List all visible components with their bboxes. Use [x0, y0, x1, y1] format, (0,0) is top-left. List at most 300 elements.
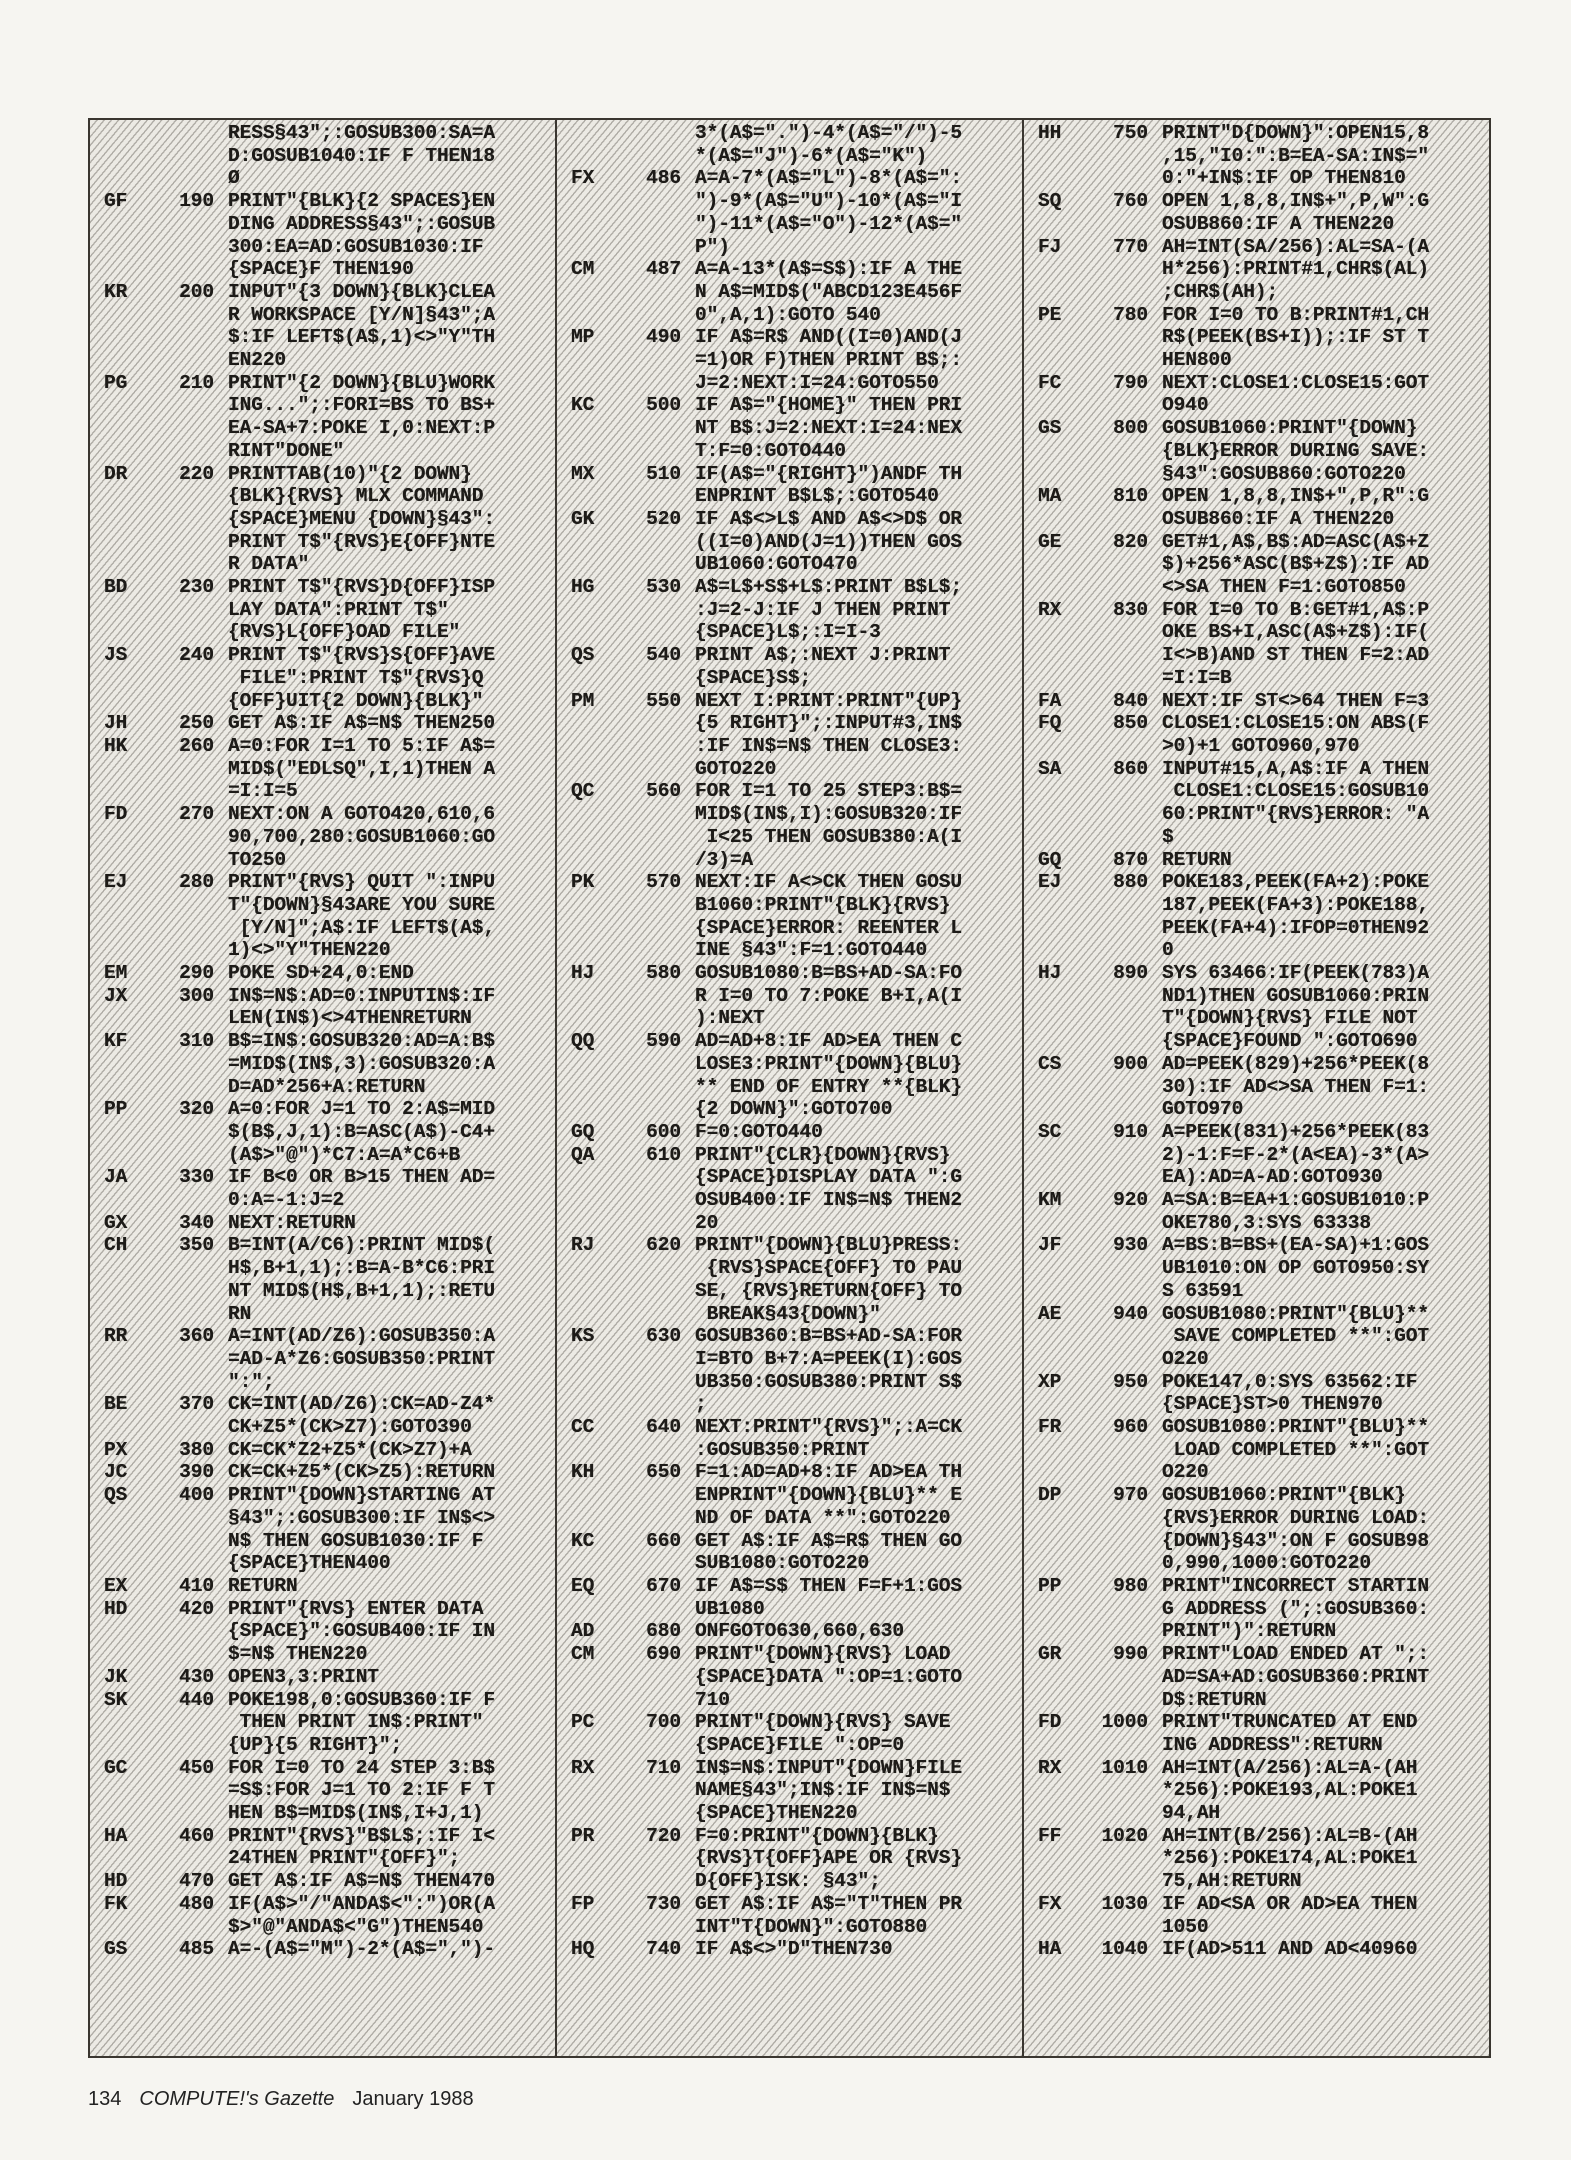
checksum: HQ: [571, 1938, 595, 1961]
line-number: [617, 1393, 695, 1416]
line-number: [617, 667, 695, 690]
code-line: [90, 508, 555, 531]
checksum: [1024, 213, 1084, 236]
line-number: 280: [179, 871, 214, 894]
code-text: AD=PEEK(829)+256*PEEK(8: [1162, 1052, 1429, 1075]
line-number: [150, 213, 228, 236]
code-text: PRINT"{DOWN}{RVS} SAVE: [695, 1711, 951, 1734]
line-number: [617, 1257, 695, 1280]
checksum: [557, 1098, 617, 1121]
code-line: [557, 1916, 1022, 1939]
code-text: 20: [695, 1211, 719, 1234]
code-line: [1024, 281, 1489, 304]
checksum: [90, 1348, 150, 1371]
code-line: [557, 1348, 1022, 1371]
code-text: GET#1,A$,B$:AD=ASC(A$+Z: [1162, 530, 1429, 553]
checksum: FD: [1038, 1711, 1062, 1734]
checksum: [557, 213, 617, 236]
checksum: [557, 145, 617, 168]
line-number: [617, 1098, 695, 1121]
code-text: PRINT"{RVS} ENTER DATA: [228, 1597, 484, 1620]
checksum: [557, 372, 617, 395]
checksum: DP: [1038, 1484, 1062, 1507]
line-number: [1084, 258, 1162, 281]
code-line: [1024, 1484, 1489, 1507]
line-number: [1084, 1530, 1162, 1553]
code-text: NEXT I:PRINT:PRINT"{UP}: [695, 689, 962, 712]
code-text: PRINT"{RVS}"B$L$;:IF I<: [228, 1824, 495, 1847]
code-line: [1024, 1893, 1489, 1916]
checksum: [557, 190, 617, 213]
code-line: [557, 417, 1022, 440]
checksum: [557, 849, 617, 872]
code-line: [557, 1393, 1022, 1416]
code-line: [557, 1280, 1022, 1303]
code-text: RESS§43";:GOSUB300:SA=A: [228, 122, 495, 144]
checksum: [90, 1053, 150, 1076]
code-line: [557, 1439, 1022, 1462]
code-line: [1024, 803, 1489, 826]
checksum: RJ: [571, 1234, 595, 1257]
code-text: POKE SD+24,0:END: [228, 962, 414, 985]
line-number: 270: [179, 803, 214, 826]
code-text: {SPACE}MENU {DOWN}§43":: [228, 507, 495, 530]
code-line: [90, 258, 555, 281]
code-text: A=0:FOR I=1 TO 5:IF A$=: [228, 734, 495, 757]
line-number: 920: [1113, 1189, 1148, 1212]
code-line: [557, 1779, 1022, 1802]
code-line: [90, 1620, 555, 1643]
checksum: KH: [571, 1461, 595, 1484]
line-number: [1084, 917, 1162, 940]
code-line: [557, 1098, 1022, 1121]
code-text: 0:A=-1:J=2: [228, 1189, 345, 1212]
code-line: [557, 1484, 1022, 1507]
line-number: [617, 1666, 695, 1689]
code-line: [90, 553, 555, 576]
line-number: [617, 1734, 695, 1757]
checksum: FR: [1038, 1416, 1062, 1439]
line-number: [1084, 463, 1162, 486]
code-line: [557, 326, 1022, 349]
checksum: FC: [1038, 371, 1062, 394]
line-number: [1084, 1257, 1162, 1280]
code-text: INPUT"{3 DOWN}{BLK}CLEA: [228, 280, 495, 303]
code-text: RETURN: [1162, 848, 1232, 871]
code-line: [1024, 1030, 1489, 1053]
line-number: [617, 939, 695, 962]
checksum: [557, 1847, 617, 1870]
line-number: [150, 758, 228, 781]
checksum: JS: [104, 644, 128, 667]
code-text: GOSUB1080:PRINT"{BLU}**: [1162, 1302, 1429, 1325]
code-text: P"): [695, 235, 730, 258]
checksum: QA: [571, 1143, 595, 1166]
checksum: [1024, 735, 1084, 758]
line-number: [617, 1439, 695, 1462]
code-line: [90, 1030, 555, 1053]
line-number: [150, 1847, 228, 1870]
code-text: {SPACE}S$;: [695, 666, 812, 689]
code-line: [1024, 1166, 1489, 1189]
code-line: [90, 1053, 555, 1076]
code-text: SAVE COMPLETED **":GOT: [1162, 1325, 1429, 1348]
line-number: [150, 1144, 228, 1167]
code-line: [1024, 735, 1489, 758]
code-text: /3)=A: [695, 848, 754, 871]
line-number: 240: [179, 644, 214, 667]
line-number: [150, 1280, 228, 1303]
checksum: [557, 712, 617, 735]
code-text: MID$(IN$,I):GOSUB320:IF: [695, 803, 962, 826]
checksum: [557, 1371, 617, 1394]
code-text: D:GOSUB1040:IF F THEN18: [228, 144, 495, 167]
line-number: 220: [179, 462, 214, 485]
code-text: 0",A,1):GOTO 540: [695, 303, 881, 326]
code-line: [90, 1779, 555, 1802]
code-line: [1024, 1734, 1489, 1757]
code-line: [1024, 1098, 1489, 1121]
code-line: [557, 1552, 1022, 1575]
line-number: [150, 1303, 228, 1326]
checksum: GR: [1038, 1643, 1062, 1666]
checksum: [557, 1484, 617, 1507]
code-text: 710: [695, 1688, 730, 1711]
code-text: ** END OF ENTRY **{BLK}: [695, 1075, 962, 1098]
code-text: POKE183,PEEK(FA+2):POKE: [1162, 871, 1429, 894]
checksum: HA: [1038, 1938, 1062, 1961]
line-number: [150, 826, 228, 849]
checksum: GE: [1038, 530, 1062, 553]
line-number: 230: [179, 576, 214, 599]
code-text: $:IF LEFT$(A$,1)<>"Y"TH: [228, 326, 495, 349]
line-number: [150, 1552, 228, 1575]
checksum: SC: [1038, 1120, 1062, 1143]
code-text: A=INT(AD/Z6):GOSUB350:A: [228, 1325, 495, 1348]
code-text: DING ADDRESS§43";:GOSUB: [228, 212, 495, 235]
checksum: MX: [571, 462, 595, 485]
checksum: [1024, 1098, 1084, 1121]
code-text: {SPACE}THEN220: [695, 1802, 858, 1825]
code-line: [1024, 1303, 1489, 1326]
code-line: [557, 281, 1022, 304]
checksum: [90, 1257, 150, 1280]
code-text: 187,PEEK(FA+3):POKE188,: [1162, 893, 1429, 916]
code-line: [90, 1325, 555, 1348]
code-line: [1024, 849, 1489, 872]
line-number: [1084, 1030, 1162, 1053]
checksum: [557, 236, 617, 259]
line-number: [617, 599, 695, 622]
code-line: [90, 1098, 555, 1121]
checksum: [557, 667, 617, 690]
line-number: 820: [1113, 530, 1148, 553]
code-text: A=-(A$="M")-2*(A$=",")-: [228, 1938, 495, 1961]
checksum: [557, 440, 617, 463]
checksum: [1024, 1689, 1084, 1712]
code-text: CLOSE1:CLOSE15:GOSUB10: [1162, 780, 1429, 803]
code-line: [557, 599, 1022, 622]
checksum: [1024, 1007, 1084, 1030]
code-text: TO250: [228, 848, 287, 871]
code-line: [557, 1166, 1022, 1189]
code-text: ":";: [228, 1370, 275, 1393]
code-line: [1024, 553, 1489, 576]
checksum: SK: [104, 1688, 128, 1711]
line-number: [1084, 1325, 1162, 1348]
code-line: [1024, 1121, 1489, 1144]
code-text: OPEN 1,8,8,IN$+",P,W":G: [1162, 190, 1429, 213]
line-number: [150, 1007, 228, 1030]
checksum: FK: [104, 1892, 128, 1915]
code-text: THEN PRINT IN$:PRINT": [228, 1711, 484, 1734]
checksum: [557, 826, 617, 849]
code-line: [1024, 1847, 1489, 1870]
checksum: [1024, 1916, 1084, 1939]
line-number: [150, 1711, 228, 1734]
line-number: 760: [1113, 190, 1148, 213]
line-number: 980: [1113, 1575, 1148, 1597]
line-number: [617, 1076, 695, 1099]
checksum: JH: [104, 712, 128, 735]
code-line: [1024, 1461, 1489, 1484]
code-text: {SPACE}DATA ":OP=1:GOTO: [695, 1665, 962, 1688]
line-number: [150, 1053, 228, 1076]
code-line: [90, 417, 555, 440]
line-number: [150, 780, 228, 803]
code-text: PRINT")":RETURN: [1162, 1620, 1337, 1643]
code-text: F=0:PRINT"{DOWN}{BLK}: [695, 1824, 939, 1847]
line-number: [617, 1507, 695, 1530]
code-text: FOR I=0 TO 24 STEP 3:B$: [228, 1756, 495, 1779]
checksum: [1024, 1325, 1084, 1348]
checksum: [1024, 1030, 1084, 1053]
code-line: [90, 1643, 555, 1666]
line-number: [617, 349, 695, 372]
code-line: [90, 326, 555, 349]
line-number: 440: [179, 1688, 214, 1711]
code-text: <>SA THEN F=1:GOTO850: [1162, 576, 1406, 599]
line-number: 740: [646, 1938, 681, 1961]
checksum: DR: [104, 462, 128, 485]
code-text: {SPACE}ST>0 THEN970: [1162, 1393, 1383, 1416]
code-text: O940: [1162, 394, 1209, 417]
code-text: {SPACE}FILE ":OP=0: [695, 1733, 904, 1756]
checksum: QQ: [571, 1030, 595, 1053]
code-line: [1024, 485, 1489, 508]
code-text: BREAK§43{DOWN}": [695, 1302, 881, 1325]
checksum: [90, 1007, 150, 1030]
code-text: $=N$ THEN220: [228, 1643, 368, 1666]
checksum: [557, 803, 617, 826]
code-line: [1024, 1825, 1489, 1848]
code-line: [90, 962, 555, 985]
code-line: [557, 780, 1022, 803]
checksum: [1024, 440, 1084, 463]
code-text: I=BTO B+7:A=PEEK(I):GOS: [695, 1347, 962, 1370]
code-line: [1024, 1325, 1489, 1348]
line-number: 880: [1113, 871, 1148, 894]
code-text: UB350:GOSUB380:PRINT S$: [695, 1370, 962, 1393]
code-text: {SPACE}":GOSUB400:IF IN: [228, 1620, 495, 1643]
checksum: [557, 531, 617, 554]
line-number: [150, 1121, 228, 1144]
code-line: [90, 985, 555, 1008]
code-text: GET A$:IF A$=N$ THEN470: [228, 1870, 495, 1893]
code-text: IF(A$>"/"ANDA$<":")OR(A: [228, 1892, 495, 1915]
code-line: [90, 644, 555, 667]
line-number: [150, 939, 228, 962]
checksum: [1024, 667, 1084, 690]
line-number: 630: [646, 1325, 681, 1348]
checksum: [90, 1530, 150, 1553]
code-text: LAY DATA":PRINT T$": [228, 598, 449, 621]
code-text: *256):POKE174,AL:POKE1: [1162, 1847, 1418, 1870]
code-line: [557, 213, 1022, 236]
checksum: CM: [571, 1643, 595, 1666]
code-text: EN220: [228, 349, 287, 372]
code-line: [90, 1144, 555, 1167]
magazine-title: COMPUTE!'s Gazette: [139, 2088, 335, 2110]
line-number: [617, 190, 695, 213]
code-text: ((I=0)AND(J=1))THEN GOS: [695, 530, 962, 553]
code-text: CK=CK*Z2+Z5*(CK>Z7)+A: [228, 1438, 472, 1461]
line-number: 640: [646, 1416, 681, 1439]
checksum: [1024, 1439, 1084, 1462]
code-text: $: [1162, 825, 1174, 848]
checksum: [90, 826, 150, 849]
checksum: [1024, 621, 1084, 644]
code-text: {BLK}ERROR DURING SAVE:: [1162, 439, 1429, 462]
line-number: [1084, 735, 1162, 758]
code-line: [557, 985, 1022, 1008]
code-line: [1024, 1757, 1489, 1780]
code-text: PRINT"{CLR}{DOWN}{RVS}: [695, 1143, 951, 1166]
checksum: AE: [1038, 1302, 1062, 1325]
code-line: [557, 258, 1022, 281]
code-line: [90, 1734, 555, 1757]
code-text: ")-11*(A$="O")-12*(A$=": [695, 212, 962, 235]
code-text: 300:EA=AD:GOSUB1030:IF: [228, 235, 484, 258]
checksum: [557, 917, 617, 940]
checksum: [557, 599, 617, 622]
checksum: QS: [571, 644, 595, 667]
checksum: [557, 1053, 617, 1076]
line-number: 200: [179, 280, 214, 303]
checksum: PC: [571, 1711, 595, 1734]
checksum: [90, 145, 150, 168]
code-text: 90,700,280:GOSUB1060:GO: [228, 825, 495, 848]
code-line: [90, 1938, 555, 1961]
code-text: PRINT"TRUNCATED AT END: [1162, 1711, 1418, 1734]
line-number: [1084, 939, 1162, 962]
line-number: [1084, 1212, 1162, 1235]
line-number: [617, 1280, 695, 1303]
line-number: 610: [646, 1143, 681, 1166]
line-number: [1084, 553, 1162, 576]
line-number: [617, 122, 695, 145]
line-number: 750: [1113, 122, 1148, 144]
listing-column-1: [90, 120, 557, 2056]
line-number: 487: [646, 258, 681, 281]
code-text: H*256):PRINT#1,CHR$(AL): [1162, 258, 1429, 281]
code-text: {RVS}SPACE{OFF} TO PAU: [695, 1257, 962, 1280]
line-number: [150, 485, 228, 508]
checksum: JC: [104, 1461, 128, 1484]
code-text: PRINT A$;:NEXT J:PRINT: [695, 644, 951, 667]
line-number: [150, 167, 228, 190]
code-text: $(B$,J,1):B=ASC(A$)-C4+: [228, 1120, 495, 1143]
checksum: [557, 1916, 617, 1939]
checksum: [90, 1552, 150, 1575]
line-number: [1084, 985, 1162, 1008]
checksum: GF: [104, 190, 128, 213]
code-line: [90, 349, 555, 372]
code-text: =1)OR F)THEN PRINT B$;:: [695, 349, 962, 372]
code-text: =S$:FOR J=1 TO 2:IF F T: [228, 1779, 495, 1802]
code-text: ING...";:FORI=BS TO BS+: [228, 394, 495, 417]
checksum: SQ: [1038, 190, 1062, 213]
checksum: [90, 258, 150, 281]
code-line: [557, 1212, 1022, 1235]
line-number: 1000: [1101, 1711, 1148, 1734]
code-text: IF AD<SA OR AD>EA THEN: [1162, 1892, 1418, 1915]
checksum: [90, 394, 150, 417]
code-line: [1024, 1007, 1489, 1030]
code-text: AD=AD+8:IF AD>EA THEN C: [695, 1030, 962, 1053]
code-text: 94,AH: [1162, 1802, 1221, 1825]
code-text: HEN B$=MID$(IN$,I+J,1): [228, 1802, 484, 1825]
code-line: [557, 1189, 1022, 1212]
code-text: (A$>"@")*C7:A=A*C6+B: [228, 1143, 461, 1166]
code-text: ND1)THEN GOSUB1060:PRIN: [1162, 984, 1429, 1007]
line-number: 680: [646, 1620, 681, 1643]
checksum: [1024, 1734, 1084, 1757]
code-line: [1024, 1076, 1489, 1099]
code-line: [1024, 1711, 1489, 1734]
line-number: [1084, 167, 1162, 190]
code-text: =MID$(IN$,3):GOSUB320:A: [228, 1052, 495, 1075]
code-text: GET A$:IF A$=R$ THEN GO: [695, 1529, 962, 1552]
checksum: [90, 1371, 150, 1394]
code-line: [1024, 1234, 1489, 1257]
line-number: 900: [1113, 1052, 1148, 1075]
checksum: GC: [104, 1756, 128, 1779]
code-text: CK=CK+Z5*(CK>Z5):RETURN: [228, 1461, 495, 1484]
code-line: [557, 803, 1022, 826]
line-number: [617, 213, 695, 236]
line-number: 370: [179, 1393, 214, 1416]
checksum: [557, 1734, 617, 1757]
code-line: [90, 213, 555, 236]
line-number: 260: [179, 734, 214, 757]
code-line: [90, 1847, 555, 1870]
line-number: 520: [646, 507, 681, 530]
code-text: AD=SA+AD:GOSUB360:PRINT: [1162, 1665, 1429, 1688]
code-line: [90, 1893, 555, 1916]
checksum: [1024, 1620, 1084, 1643]
code-text: ING ADDRESS":RETURN: [1162, 1733, 1383, 1756]
checksum: [90, 1734, 150, 1757]
checksum: [90, 780, 150, 803]
line-number: 560: [646, 780, 681, 803]
code-text: {2 DOWN}":GOTO700: [695, 1098, 893, 1121]
code-text: 3*(A$=".")-4*(A$="/")-5: [695, 122, 962, 144]
code-line: [1024, 690, 1489, 713]
code-text: A$=L$+S$+L$:PRINT B$L$;: [695, 576, 962, 599]
code-text: T"{DOWN}{RVS} FILE NOT: [1162, 1007, 1418, 1030]
code-text: I<25 THEN GOSUB380:A(I: [695, 825, 962, 848]
